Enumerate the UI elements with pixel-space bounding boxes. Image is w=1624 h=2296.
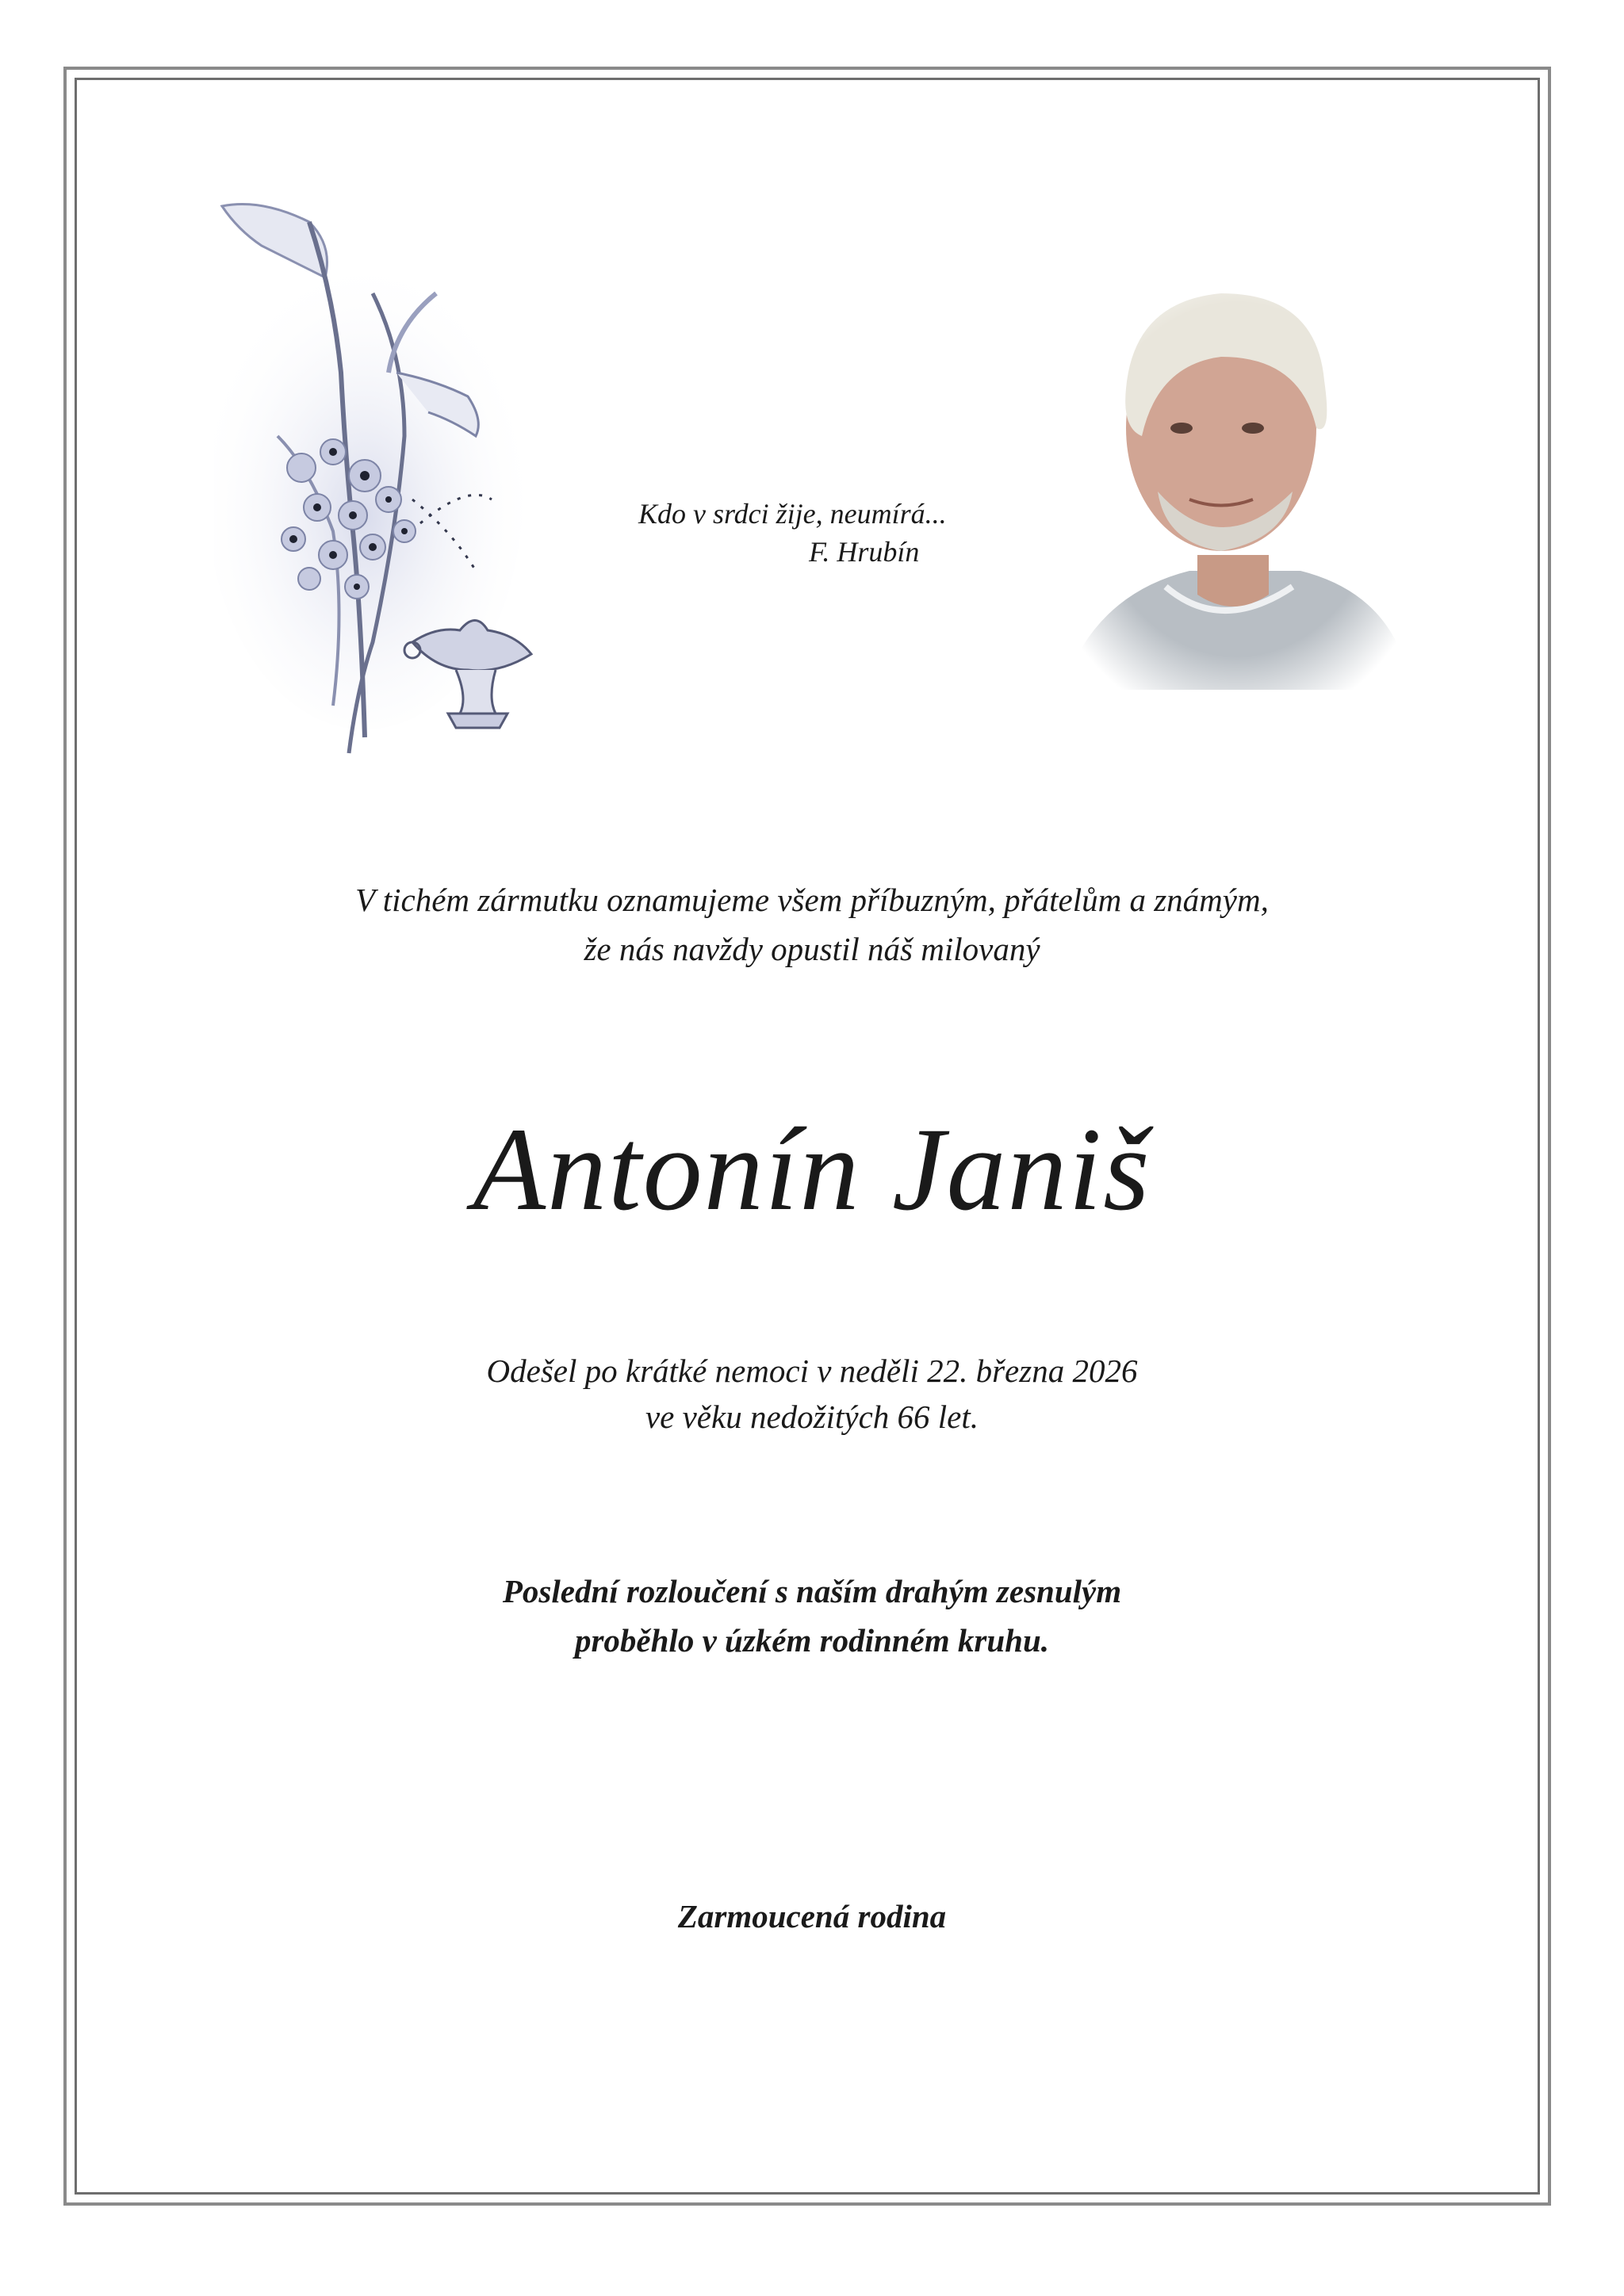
death-details-line-1: Odešel po krátké nemoci v neděli 22. března 2026 — [486, 1353, 1138, 1389]
announcement-line-1: V tichém zármutku oznamujeme všem příbuzným, přátelům a známým, — [355, 882, 1269, 918]
portrait-photo — [1063, 270, 1411, 690]
farewell-notice — [0, 1567, 1624, 1665]
announcement-line-2: že nás navždy opustil náš milovaný — [584, 931, 1040, 967]
calla-lily-bouquet-illustration — [214, 198, 579, 769]
announcement-text — [0, 875, 1624, 974]
quote-author: F. Hrubín — [809, 536, 920, 568]
death-details — [0, 1348, 1624, 1440]
deceased-name: Antonín Janiš — [473, 1104, 1151, 1235]
farewell-line-1: Poslední rozloučení s naším drahým zesnulým — [502, 1573, 1122, 1609]
farewell-line-2: proběhlo v úzkém rodinném kruhu. — [574, 1622, 1050, 1659]
death-details-line-2: ve věku nedožitých 66 let. — [645, 1399, 979, 1435]
quote-text: Kdo v srdci žije, neumírá... — [638, 498, 947, 530]
memorial-quote — [508, 495, 1031, 571]
family-signature: Zarmoucená rodina — [677, 1898, 947, 1934]
